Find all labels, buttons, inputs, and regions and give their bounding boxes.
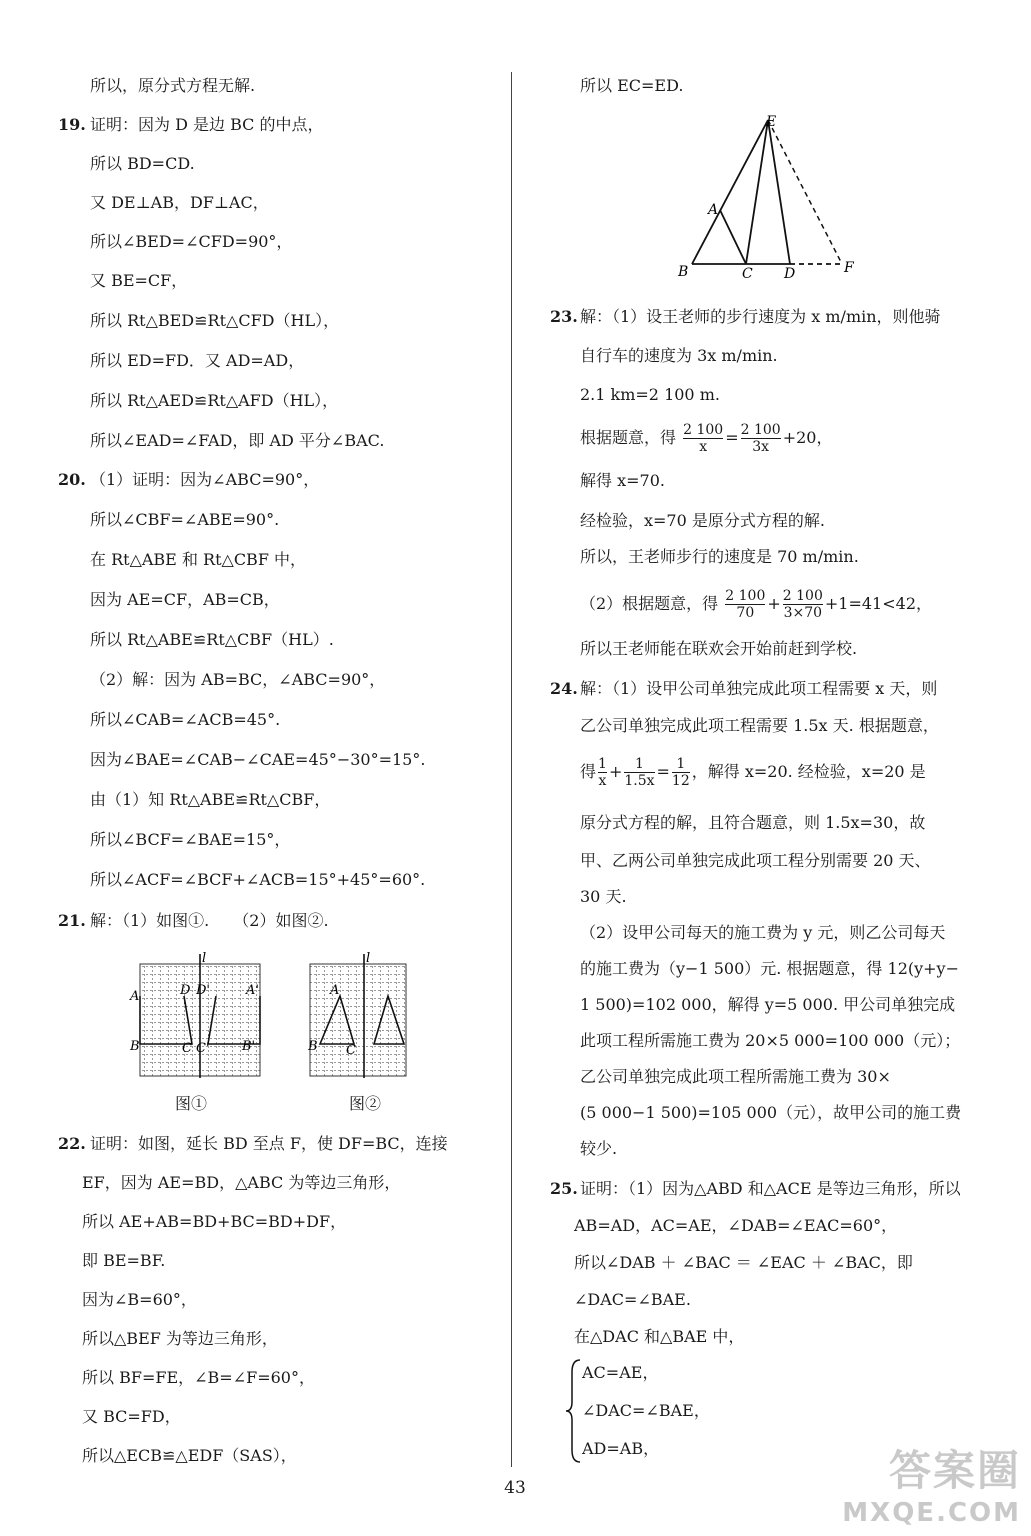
label-B: B [678, 264, 689, 280]
text-line: 所以 Rt△ABE≌Rt△CBF（HL）. [90, 630, 334, 649]
text-line: 因为∠B=60°， [82, 1290, 197, 1309]
label-A: A [708, 202, 719, 218]
text-line: 证明：因为 D 是边 BC 的中点， [90, 115, 324, 134]
text-line: （2）解：因为 AB=BC，∠ABC=90°， [90, 670, 386, 689]
text-line: 解得 x=70. [580, 471, 665, 490]
text-line: 所以 ED=FD．又 AD=AD， [90, 351, 305, 370]
label-D: D [784, 266, 796, 280]
text-line: 所以△BEF 为等边三角形， [82, 1329, 278, 1348]
label-D-prime: D' [196, 983, 210, 998]
equation-text: ，解得 x=20. 经检验，x=20 是 [691, 762, 926, 781]
label-D: D [180, 983, 191, 998]
equation-text: （2）根据题意，得 [580, 594, 719, 613]
text-line: 解：（1）如图①. （2）如图②. [90, 911, 329, 930]
text-line: 所以 BF=FE，∠B=∠F=60°， [82, 1368, 315, 1387]
label-C: C [346, 1043, 356, 1058]
equation-line: 得 $\frac{1}{x}$ + $\frac{1}{1.5x}$ = $\frac{1}{12}$ ，解得 x=20. 经检验，x=20 是 [580, 756, 926, 789]
text-line: 又 DE⊥AB，DF⊥AC， [90, 193, 269, 212]
text-line: 又 BE=CF， [90, 271, 188, 290]
text-line: ∠DAC=∠BAE， [582, 1401, 710, 1420]
text-line: 的施工费为（y−1 500）元. 根据题意，得 12(y+y− [580, 959, 960, 978]
text-line: 乙公司单独完成此项工程所需施工费为 30× [580, 1067, 891, 1086]
text-line: 所以∠DAB ＋ ∠BAC ＝ ∠EAC ＋ ∠BAC，即 [574, 1253, 913, 1272]
text-line: 所以△ECB≌△EDF（SAS）， [82, 1446, 297, 1465]
label-A: A [130, 989, 140, 1004]
text-line: 所以，王老师步行的速度是 70 m/min. [580, 547, 859, 566]
text-line: （2）设甲公司每天的施工费为 y 元，则乙公司每天 [580, 923, 946, 942]
column-divider [511, 72, 512, 1467]
text-line: 所以 BD=CD. [90, 154, 195, 173]
equation-text: +20， [782, 428, 833, 447]
text-line: 即 BE=BF. [82, 1251, 166, 1270]
text-line: 因为 AE=CF，AB=CB， [90, 590, 280, 609]
text-line: 由（1）知 Rt△ABE≌Rt△CBF， [90, 790, 331, 809]
equation-line: （2）根据题意，得 $\frac{2 100}{70}$ + $\frac{2 100}{3\times 70}$ +1=41<42， [580, 588, 932, 621]
grid-figure-1 [128, 950, 268, 1080]
text-line: 较少. [580, 1139, 618, 1158]
label-F: F [844, 260, 854, 276]
text-line: 所以 Rt△BED≌Rt△CFD（HL）， [90, 311, 340, 330]
figure-caption: 图② [349, 1094, 382, 1113]
system-brace [564, 1356, 584, 1466]
question-number: 25. [550, 1179, 578, 1198]
text-line: 原分式方程的解，且符合题意，则 1.5x=30，故 [580, 813, 926, 832]
question-number: 22. [58, 1134, 86, 1153]
text-line: 所以 Rt△AED≌Rt△AFD（HL）， [90, 391, 339, 410]
text-line: 所以王老师能在联欢会开始前赶到学校. [580, 639, 858, 658]
label-B: B [308, 1039, 318, 1054]
text-line: AD=AB， [582, 1439, 660, 1458]
text-line: 经检验，x=70 是原分式方程的解. [580, 511, 825, 530]
grid-figure-2 [300, 950, 420, 1080]
text-line: 所以∠ACF=∠BCF+∠ACB=15°+45°=60°. [90, 870, 426, 889]
text-line: 所以 EC=ED. [580, 76, 684, 95]
text-line: 甲、乙两公司单独完成此项工程分别需要 20 天、 [580, 851, 931, 870]
fraction: $\frac{1}{1.5x}$ [624, 756, 655, 789]
watermark-logo: 答案圈 [888, 1446, 1021, 1495]
fraction: $\frac{1}{12}$ [671, 756, 690, 789]
text-line: 解：（1）设甲公司单独完成此项工程需要 x 天，则 [580, 679, 938, 698]
figure-caption: 图① [175, 1094, 208, 1113]
text-line: 自行车的速度为 3x m/min. [580, 346, 778, 365]
label-C: C [742, 266, 753, 280]
text-line: 所以∠BED=∠CFD=90°， [90, 232, 293, 251]
label-E: E [766, 114, 777, 130]
question-number: 19. [58, 115, 86, 134]
label-B-prime: B' [242, 1039, 256, 1054]
text-line: ∠DAC=∠BAE. [574, 1290, 691, 1309]
fraction: $\frac{2 100}{3\times 70}$ [782, 588, 823, 621]
text-line: 所以，原分式方程无解. [90, 76, 256, 95]
page-number: 43 [504, 1478, 526, 1498]
text-line: AC=AE， [582, 1363, 659, 1382]
label-l: l [366, 951, 371, 966]
text-line: （1）证明：因为∠ABC=90°， [90, 470, 320, 489]
text-line: 所以∠CAB=∠ACB=45°. [90, 710, 281, 729]
equation-line: 根据题意，得 $\frac{2 100}{x}$ = $\frac{2 100}{3x}$ +20， [580, 422, 833, 455]
label-B: B [130, 1039, 140, 1054]
label-A-prime: A' [246, 983, 259, 998]
text-line: 所以∠BCF=∠BAE=15°， [90, 830, 291, 849]
fraction: $\frac{2 100}{70}$ [725, 588, 766, 621]
watermark-url: MXQE.COM [842, 1498, 1021, 1528]
text-line: 此项工程所需施工费为 20×5 000=100 000（元）； [580, 1031, 961, 1050]
text-line: 在 Rt△ABE 和 Rt△CBF 中， [90, 550, 307, 569]
label-C-prime: C' [196, 1041, 210, 1056]
text-line: EF，因为 AE=BD，△ABC 为等边三角形， [82, 1173, 401, 1192]
text-line: 在△DAC 和△BAE 中， [574, 1327, 745, 1346]
equation-text: +1=41<42， [824, 594, 932, 613]
text-line: 所以 AE+AB=BD+BC=BD+DF， [82, 1212, 347, 1231]
text-line: 2.1 km=2 100 m. [580, 385, 720, 404]
question-number: 24. [550, 679, 578, 698]
text-line: (5 000−1 500)=105 000（元），故甲公司的施工费 [580, 1103, 962, 1122]
watermark [831, 1438, 1021, 1528]
text-line: 又 BC=FD， [82, 1407, 181, 1426]
fraction: $\frac{2 100}{x}$ [683, 422, 724, 455]
equation-text: 根据题意，得 [580, 428, 677, 447]
fraction: $\frac{2 100}{3x}$ [740, 422, 781, 455]
label-C: C [182, 1041, 192, 1056]
text-line: 证明：如图，延长 BD 至点 F，使 DF=BC，连接 [90, 1134, 448, 1153]
text-line: 所以∠CBF=∠ABE=90°. [90, 510, 280, 529]
text-line: AB=AD，AC=AE，∠DAB=∠EAC=60°， [574, 1216, 898, 1235]
text-line: 解：（1）设王老师的步行速度为 x m/min，则他骑 [580, 307, 941, 326]
triangle-figure [672, 108, 872, 280]
question-number: 21. [58, 911, 86, 930]
label-l: l [202, 951, 207, 966]
question-number: 23. [550, 307, 578, 326]
text-line: 30 天. [580, 887, 627, 906]
label-A: A [330, 983, 340, 998]
question-number: 20. [58, 470, 86, 489]
text-line: 乙公司单独完成此项工程需要 1.5x 天. 根据题意， [580, 716, 939, 735]
text-line: 因为∠BAE=∠CAB−∠CAE=45°−30°=15°. [90, 750, 426, 769]
text-line: 证明：（1）因为△ABD 和△ACE 是等边三角形，所以 [580, 1179, 961, 1198]
text-line: 1 500)=102 000，解得 y=5 000. 甲公司单独完成 [580, 995, 956, 1014]
fraction: $\frac{1}{x}$ [598, 756, 607, 789]
text-line: 所以∠EAD=∠FAD，即 AD 平分∠BAC. [90, 431, 385, 450]
